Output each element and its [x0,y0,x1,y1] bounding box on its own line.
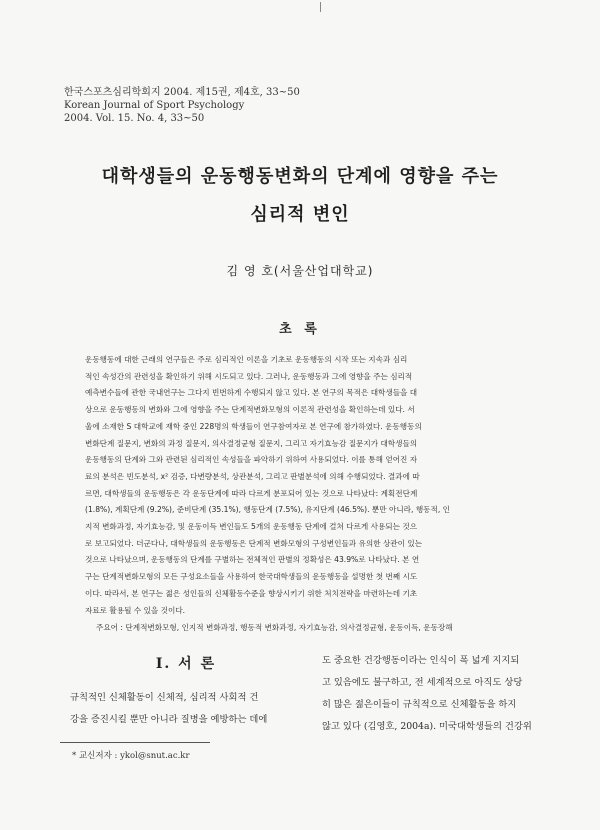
footnote-divider [60,742,210,743]
abstract-line: 적인 속성간의 관련성을 확인하기 위해 시도되고 있다. 그러나, 운동행동과 그에 영향을 주는 심리적 [85,371,413,381]
section-title: Ⅰ. 서 론 [155,656,217,672]
abstract-line: 이다. 따라서, 본 연구는 젊은 성인들의 신체활동수준을 향상시키기 위한 처치전략을 마련하는데 기초 [85,588,418,598]
body-line: 고 있음에도 불구하고, 전 세계적으로 아직도 상당 [322,677,523,688]
abstract-line: 지적 변화과정, 자기효능감, 및 운동이득 변인들도 5개의 운동행동 단계에 걸쳐 다르게 사용되는 것으 [85,522,418,532]
paper-title-line-1: 대학생들의 운동행동변화의 단계에 영향을 주는 [101,166,499,187]
abstract-line: 상으로 운동행동의 변화와 그에 영향을 주는 단계적변화모형의 이론적 관련성을 확인하는데 있다. 서 [85,405,415,415]
body-line: 히 많은 젊은이들이 규칙적으로 신체활동을 하지 [322,699,517,710]
abstract-line: 운동행동의 단계와 그와 관련된 심리적인 속성들을 파악하기 위하여 사용되었다. 이를 통해 얻어진 자 [85,455,418,465]
body-line: 강을 증진시킬 뿐만 아니라 질병을 예방하는 데에 [70,714,268,725]
journal-info [64,86,300,125]
abstract-body [85,352,533,619]
scan-mark [320,2,321,12]
abstract-line: 울에 소재한 S 대학교에 재학 중인 228명의 학생들이 연구참여자로 본 연구에 참가하였다. 운동행동의 [85,421,422,431]
abstract-line: (1.8%), 계획단계 (9.2%), 준비단계 (35.1%), 행동단계 (7.5%), 유지단계 (46.5%). 뿐만 아니라, 행동적, 인 [85,505,450,515]
abstract-line: 변화단계 질문지, 변화의 과정 질문지, 의사결정균형 질문지, 그리고 자기효능감 질문지가 대학생들의 [85,438,418,448]
abstract-heading: 초 록 [279,322,321,337]
abstract-line: 예측변수들에 관한 국내연구는 그다지 빈번하게 수행되지 않고 있다. 본 연구의 목적은 대학생들을 대 [85,388,418,398]
abstract-line: 로 보고되었다. 더군다나, 대학생들의 운동행동은 단계적 변화모형의 구성변인들과 유의한 상관이 있는 [85,538,423,548]
footnote-corresponding-author: * 교신저자 : ykol@snut.ac.kr [72,751,190,761]
abstract-line: 운동행동에 대한 근래의 연구들은 주로 심리적인 이론을 기초로 운동행동의 시작 또는 지속과 심리 [85,355,408,364]
author-affiliation: 김 영 호(서울산업대학교) [226,264,374,278]
abstract-line: 것으로 나타났으며, 운동행동의 단계를 구별하는 전체적인 판별의 정확성은 43.9%로 나타났다. 본 연 [85,555,420,565]
paper-title-line-2: 심리적 변인 [250,204,350,225]
abstract-line: 료의 분석은 빈도분석, x² 검증, 다변량분석, 상관분석, 그리고 판별분석에 의해 수행되었다. 결과에 따 [85,471,420,481]
keywords: 주요어 : 단계적변화모형, 인지적 변화과정, 행동적 변화과정, 자기효능감, 의사결정균형, 운동이득, 운동장해 [96,623,453,632]
body-line: 않고 있다 (김영호, 2004a). 미국대학생들의 건강위 [322,721,532,732]
body-line: 규칙적인 신체활동이 신체적, 심리적 사회적 건 [70,692,259,703]
abstract-line: 르면, 대학생들의 운동행동은 각 운동단계에 따라 다르게 분포되어 있는 것으로 나타났다: 계획전단계 [85,488,418,498]
journal-english: Korean Journal of Sport Psychology [64,100,245,111]
body-column-right [322,650,552,738]
abstract-line: 자료로 활용될 수 있을 것이다. [85,605,186,615]
journal-volume: 2004. Vol. 15. No. 4, 33~50 [64,113,205,124]
journal-korean: 한국스포츠심리학회지 2004. 제15권, 제4호, 33~50 [64,87,300,98]
body-column-left [66,653,306,731]
body-line: 도 중요한 건강행동이라는 인식이 폭 넓게 지지되 [322,655,520,666]
abstract-line: 구는 단계적변화모형의 모든 구성요소들을 사용하여 한국대학생들의 운동행동을 설명한 첫 번째 시도 [85,572,418,582]
